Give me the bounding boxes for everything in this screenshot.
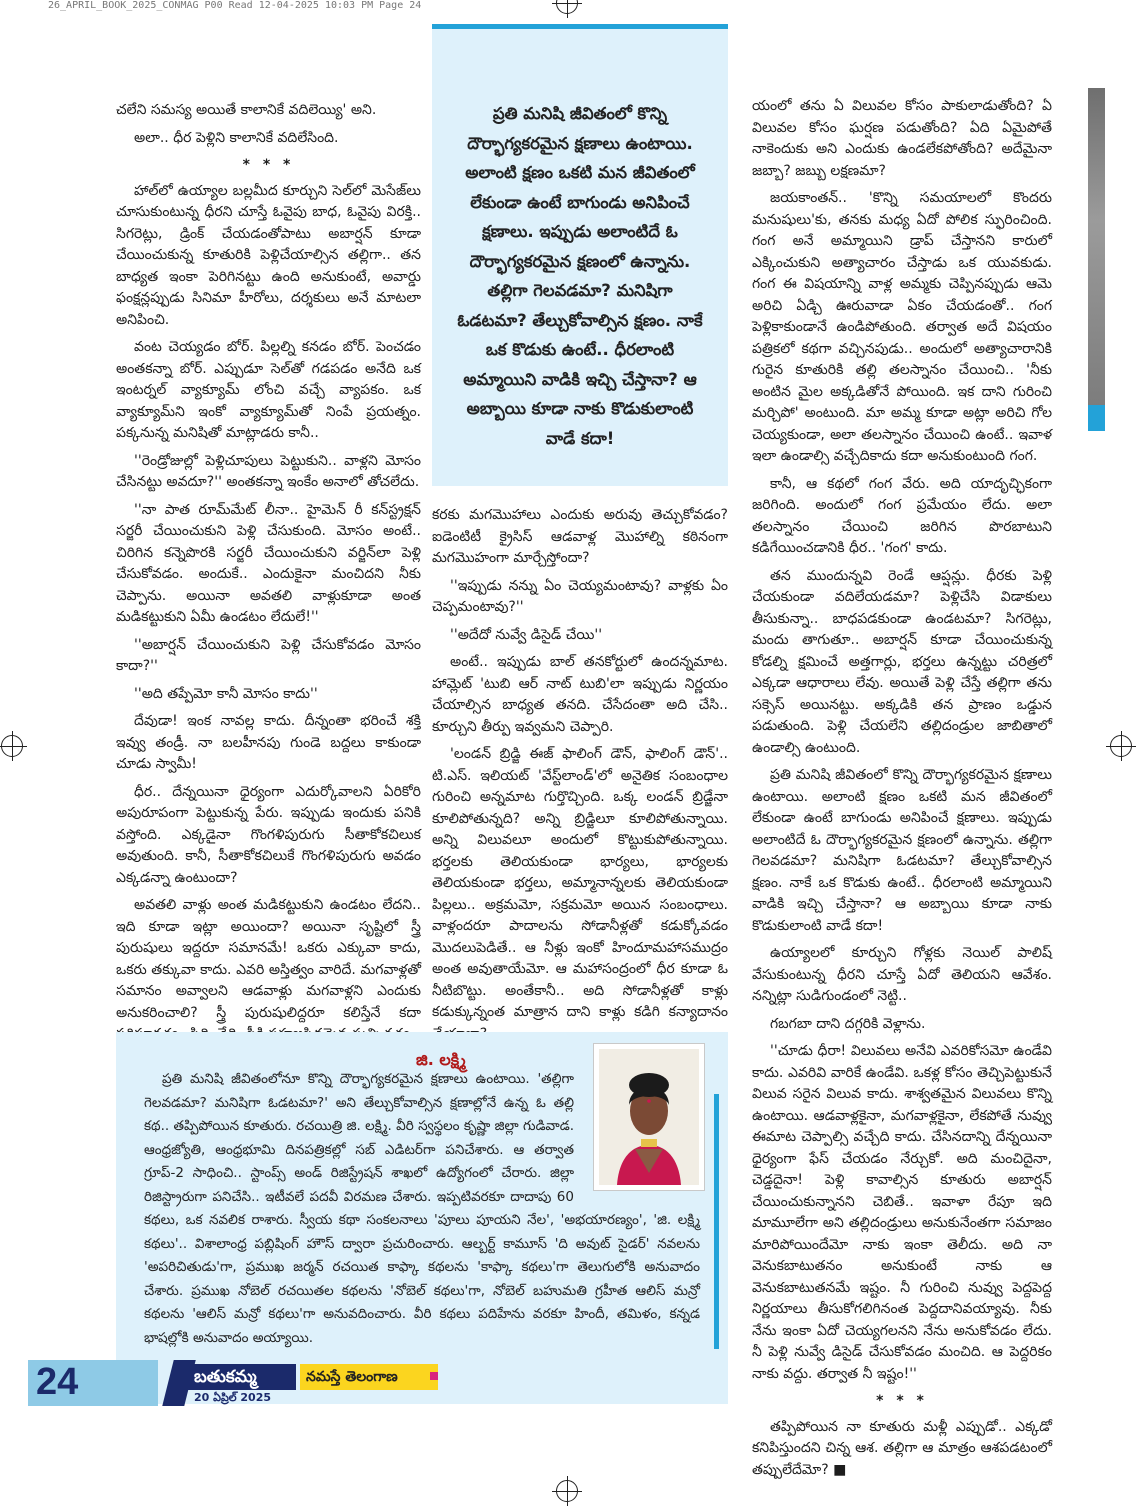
author-bio-box bbox=[116, 1032, 728, 1404]
registration-mark-icon bbox=[1, 735, 23, 757]
paragraph: ఉయ్యాలలో కూర్చుని గోళ్లకు నెయిల్ పాలిష్ వేసుకుంటున్న ధీరని చూస్తే ఏదో తెలియని ఆవేశం. నన్నిట్లా సుడిగుండంలో నెట్టి.. bbox=[752, 945, 1052, 1004]
pull-quote: ప్రతి మనిషి జీవితంలో కొన్ని దౌర్భాగ్యకరమైన క్షణాలు ఉంటాయి. అలాంటి క్షణం ఒకటి మన జీవితంలో లేకుండా ఉంటే బాగుండు అనిపించే క్షణాలు. ఇప్పుడు అలాంటిదే ఓ దౌర్భాగ్యకరమైన క్షణంలో ఉన్నాను. తల్లిగా గెలవడమా? మనిషిగా ఓడటమా? తేల్చుకోవాల్సిన క్షణం. నాకే ఒక కొడుకు ఉంటే.. ధీరలాంటి అమ్మాయిని వాడికి ఇచ్చి చేస్తానా? ఆ అబ్బాయి కూడా నాకు కొడుకులాంటి వాడే కదా! bbox=[457, 104, 703, 448]
article-column-left bbox=[116, 100, 421, 1030]
paragraph: వంట చెయ్యడం బోర్. పిల్లల్ని కనడం బోర్. పెంచడం అంతకన్నా బోర్. ఎప్పుడూ సెల్‌తో గడపడం అనేది ఒక ఇంటర్నల్ వ్యాక్యూమ్ లోంచి వచ్చే వ్యాపకం. ఒక వ్యాక్యూమ్‌ని ఇంకో వ్యాక్యూమ్‌తో నింపే ప్రయత్నం. పక్కనున్న మనిషితో మాట్లాడరు కానీ.. bbox=[116, 339, 421, 441]
photo-wrap-space bbox=[574, 1068, 700, 1192]
paragraph: ''చూడు ధీరా! విలువలు అనేవి ఎవరికోసమో ఉండేవి కాదు. ఎవరివి వారికే ఉండేవి. ఒకళ్ల కోసం తెచ్చిపెట్టుకునే విలువ సరైన విలువ కాదు. శాశ్వతమైన విలువలు కొన్ని ఉంటాయి. ఆడవాళ్లకైనా, మగవాళ్లకైనా, లేకపోతే నువ్వు ఈమాట చెప్పాల్సి వచ్చేది కాదు. చేసినదాన్ని దేన్నయినా ధైర్యంగా ఫేస్ చేయడం నేర్చుకో. అది మంచిదైనా, చెడ్డదైనా! పెళ్లి కావాల్సిన కూతురు అబార్షన్ చేయించుకున్నానని చెబితే.. ఇవాళా రేపూ ఇది మామూలేగా అని తల్లిదండ్రులు అనుకునేంతగా సమాజం మారిపోయిందేమో నాకు ఇంకా తెలీదు. అది నా వెనుకబాటుతనం అనుకుంటే నాకు ఆ వెనుకబాటుతనమే ఇష్టం. నీ గురించి నువ్వు పెద్దపెద్ద నిర్ణయాలు తీసుకోగలిగినంత పెద్దదానివయ్యావు. నీకు నేను ఇంకా ఏదో చెయ్యగలనని నేను అనుకోవడం లేదు. నీ పెళ్లి నువ్వే డిసైడ్ చేసుకోవడం మంచిది. ఆ పెద్దరికం నాకు వద్దు. తర్వాత నీ ఇష్టం!'' bbox=[752, 1043, 1052, 1382]
bio-accent-bar bbox=[714, 1094, 719, 1349]
paragraph: ''అబార్షన్ చేయించుకుని పెళ్లి చేసుకోవడం మోసం కాదా?'' bbox=[116, 636, 421, 674]
paragraph: హాల్‌లో ఉయ్యాల బల్లమీద కూర్చుని సెల్‌లో మెసేజ్‌లు చూసుకుంటున్న ధీరని చూస్తే ఓవైపు బాధ, ఓవైపు విరక్తి.. సిగరెట్లు, డ్రింక్ చేయడంతోపాటు అబార్షన్ కూడా చేయించుకున్న కూతురికి పెళ్లిచేయాల్సిన తల్లిగా.. తన బాధ్యత ఇంకా పెరిగినట్టు ఉంది అనుకుంటే, అవార్డు ఫంక్షన్లప్పుడు సినిమా హీరోలు, దర్శకులు అనే మాటలా అనిపించి. bbox=[116, 182, 421, 328]
paragraph: జయకాంతన్.. 'కొన్ని సమయాలలో కొందరు మనుషులు'కు, తనకు మధ్య ఏదో పోలిక స్ఫురించింది. గంగ అనే అమ్మాయిని డ్రాప్ చేస్తానని కారులో ఎక్కించుకుని అత్యాచారం చేస్తాడు ఒక యువకుడు. గంగ ఈ విషయాన్ని వాళ్ల అమ్మకు చెప్పినప్పుడు ఆమె అరిచి ఏడ్చి ఊరువాడా ఏకం చేయడంతో.. గంగ పెళ్లికాకుండానే ఉండిపోతుంది. తర్వాత అదే విషయం పత్రికలో కథగా వచ్చినపుడు.. అందులో అత్యాచారానికి గురైన కూతురికి తల్లి తలస్నానం చేయించి.. 'నీకు అంటిన మైల అక్కడితోనే పోయింది. ఇక దాని గురించి మర్చిపో' అంటుంది. మా అమ్మ కూడా అట్లా అరిచి గోల చెయ్యకుండా, అలా తలస్నానం చేయించి ఉంటే.. ఇవాళ ఇలా ఉండాల్సి వచ్చేదికాదు కదా అనుకుంటుంది గంగ. bbox=[752, 190, 1052, 464]
paragraph: ''ఇప్పుడు నన్ను ఏం చెయ్యమంటావు? వాళ్లకు ఏం చెప్పమంటావు?'' bbox=[432, 577, 728, 615]
edge-image-strip bbox=[1088, 88, 1105, 420]
article-column-right bbox=[752, 96, 1052, 1478]
paragraph: ప్రతి మనిషి జీవితంలో కొన్ని దౌర్భాగ్యకరమైన క్షణాలు ఉంటాయి. అలాంటి క్షణం ఒకటి మన జీవితంలో లేకుండా ఉంటే బాగుండు అనిపించే క్షణాలు. ఇప్పుడు అలాంటిదే ఓ దౌర్భాగ్యకరమైన క్షణంలో ఉన్నాను. తల్లిగా గెలవడమా? మనిషిగా ఓడటమా? తేల్చుకోవాల్సిన క్షణం. నాకే ఒక కొడుకు ఉంటే.. ధీరలాంటి అమ్మాయిని వాడికి ఇచ్చి చేస్తానా? ఆ అబ్బాయి కూడా నాకు కొడుకులాంటి వాడే కదా! bbox=[752, 767, 1052, 934]
author-bio-text-block bbox=[144, 1068, 700, 1350]
page-number: 24 bbox=[36, 1361, 79, 1403]
paragraph: యంలో తను ఏ విలువల కోసం పాకులాడుతోంది? ఏ విలువల కోసం ఘర్షణ పడుతోంది? ఏది ఏమైపోతే నాకెందుకు అని ఎందుకు ఉండలేకపోతోంది? అదేమైనా జబ్బా? జబ్బు లక్షణమా? bbox=[752, 98, 1052, 179]
magazine-name: బతుకమ్మ bbox=[186, 1364, 296, 1390]
registration-mark-icon bbox=[556, 1480, 578, 1502]
pull-quote-box bbox=[432, 24, 728, 486]
square-bullet-icon bbox=[430, 1372, 438, 1380]
paragraph: ''అది తప్పేమో కానీ మోసం కాదు'' bbox=[134, 685, 318, 702]
paragraph: కరకు మగమొహాలు ఎందుకు అరువు తెచ్చుకోవడం? ఐడెంటిటీ క్రైసిస్ ఆడవాళ్ల మొహాల్ని కఠినంగా మగమొహంగా మార్చేస్తోందా? bbox=[432, 507, 728, 566]
paragraph: అవతలి వాళ్లు అంత మడికట్టుకుని ఉండటం లేదని.. ఇది కూడా ఇట్లా అయిందా? అయినా సృష్టిలో స్త్రీ పురుషులు ఇద్దరూ సమానమే! ఒకరు ఎక్కువా కాదు, ఒకరు తక్కువా కాదు. ఎవరి అస్తిత్వం వారిదే. మగవాళ్లతో సమానం అవ్వాలని ఆడవాళ్లు మగవాళ్లని ఎందుకు అనుకరించాలి? స్త్రీ పురుషులిద్దరూ కలిస్తేనే కదా bbox=[116, 897, 421, 1021]
section-separator: * * * bbox=[242, 157, 295, 173]
paragraph: తన ముందున్నవి రెండే ఆప్షన్లు. ధీరకు పెళ్లి చేయకుండా వదిలేయడమా? పెళ్లిచేసి విడాకులు తీసుకున్నా.. బాధపడకుండా ఉండటమా? సిగరెట్లు, మందు తాగుతూ.. అబార్షన్ కూడా చేయించుకున్న కోడల్ని క్షమించే అత్తగార్లు, భర్తలు ఉన్నట్టు చరిత్రలో ఎక్కడా ఆధారాలు లేవు. అయితే పెళ్లి చేస్తే తల్లిగా తను సక్సెస్ అయినట్టు. అక్కడికి తన ప్రాణం ఒడ్డున పడుతుంది. పెళ్లి చేయలేని తల్లిదండ్రుల జాబితాలో ఉండాల్సి ఉంటుంది. bbox=[752, 567, 1052, 756]
page-footer bbox=[28, 1360, 418, 1406]
section-separator: * * * bbox=[876, 1393, 928, 1409]
paragraph: గబగబా దాని దగ్గరికి వెళ్లాను. bbox=[770, 1015, 926, 1032]
paragraph: అంటే.. ఇప్పుడు బాల్ తనకోర్టులో ఉందన్నమాట. హామ్లెట్ 'టుబి ఆర్ నాట్ టుబి'లా ఇప్పుడు నిర్ణయం చేయాల్సిన బాధ్యత తనది. చేసేదంతా అది చేసి.. కూర్చుని తీర్పు ఇవ్వమని చెప్పారి. bbox=[432, 654, 728, 735]
author-name: జి. లక్ష్మి bbox=[416, 1050, 466, 1069]
paragraph: ధీర.. దేన్నయినా ధైర్యంగా ఎదుర్కోవాలని ఏరికోరి అపురూపంగా పెట్టుకున్న పేరు. ఇప్పుడు ఇందుకు పనికి వస్తోంది. ఎక్కడైనా గొంగళిపురుగు సీతాకోకచిలుక అవుతుంది. కానీ, సీతాకోకచిలుకే గొంగళిపురుగు అవడం ఎక్కడన్నా ఉంటుందా? bbox=[116, 783, 421, 886]
issue-date: 20 ఏప్రిల్ 2025 bbox=[194, 1391, 272, 1404]
paragraph: చలేని సమస్య అయితే కాలానికే వదిలెయ్యి' అని. bbox=[116, 102, 377, 118]
paragraph: ''అదేదో నువ్వే డిసైడ్ చేయి'' bbox=[450, 626, 603, 643]
registration-mark-icon bbox=[1110, 735, 1132, 757]
paragraph: ''రెండ్రోజుల్లో పెళ్లిచూపులు పెట్టుకుని.. వాళ్లని మోసం చేసినట్టు అవదూ?'' అంతకన్నా ఇంకేం అనాలో తోచలేదు. bbox=[116, 452, 421, 490]
newspaper-name: నమస్తే తెలంగాణ bbox=[300, 1364, 438, 1390]
author-bio: ప్రతి మనిషి జీవితంలోనూ కొన్ని దౌర్భాగ్యకరమైన క్షణాలు ఉంటాయి. 'తల్లిగా గెలవడమా? మనిషిగా ఓడటమా?' అని తేల్చుకోవాల్సిన క్షణాల్లోనే ఉన్న ఓ తల్లి కథ.. తప్పిపోయిన కూతురు. రచయిత్రి జి. లక్ష్మి. వీరి స్వస్థలం కృష్ణా జిల్లా గుడివాడ. ఆంధ్రజ్యోతి, ఆంధ్రభూమి దినపత్రికల్లో సబ్ ఎడిటర్‌గా పనిచేశారు. ఆ తర్వాత గ్రూప్-2 సాధించి.. స్టాంప్స్ అండ్ రిజిస్ట్రేషన్ శాఖలో ఉద్యోగంలో చేరారు. జిల్లా రిజిస్ట్రారుగా పనిచేసి.. ఇటీవలే పదవీ విరమణ చేశారు. ఇప్పటివరకూ దాదాపు 60 కథలు, ఒక నవలిక రాశారు. స్వీయ కథా సంకలనాలు 'పూలు పూయని నేల', 'అభయారణ్యం', 'జి. లక్ష్మి కథలు'.. విశాలాంధ్ర పబ్లిషింగ్ హౌస్ ద్వారా ప్రచురించారు. ఆల్బర్ట్ కామూస్ 'ది అవుట్ సైడర్' నవలను 'అపరిచితుడు'గా, ప్రముఖ జర్మన్ రచయిత కాఫ్కా కథలను 'కాఫ్కా కథలు'గా తెలుగులోకి అనువాదం చేశారు. ప్రముఖ నోబెల్ రచయితల కథలను 'నోబెల్ కథలు'గా, నోబెల్ బహుమతి గ్రహీత ఆలిస్ మన్రో కథలను 'ఆలిస్ మన్రో కథలు'గా అనువదించారు. వీరి కథలు పదిహేను వరకూ హిందీ, తమిళం, కన్నడ భాషల్లోకి అనువాదం అయ్యాయి. bbox=[144, 1071, 701, 1346]
paragraph: 'లండన్ బ్రిడ్జి ఈజ్ ఫాలింగ్ డౌన్, ఫాలింగ్ డౌన్'.. టి.ఎస్. ఇలియట్ 'వేస్ట్‌లాండ్'లో అనైతిక సంబంధాల గురించి అన్నమాట గుర్తొచ్చింది. ఒక్క లండన్ బ్రిడ్జేనా కూలిపోతున్నది? అన్ని బ్రిడ్జిలూ కూలిపోతున్నాయి. అన్ని విలువలూ అందులో కొట్టుకుపోతున్నాయి. భర్తలకు తెలియకుండా భార్యలు, భార్యలకు తెలియకుండా భర్తలు, అమ్మానాన్నలకు తెలియకుండా పిల్లలు.. అక్రమమో, సక్రమమో అయిన సంబంధాలు. వాళ్లందరూ పాదాలను సోడానీళ్లతో కడుక్కోవడం మొదలుపెడితే.. ఆ నీళ్లు ఇంకో హిందూమహాసముద్రం అంత అవుతాయేమో. ఆ మహాసంద్రంలో ధీర కూడా ఓ నీటిబొట్టు. అంతేకానీ.. అది సోడానీళ్లతో కాళ్లు కడుక్కున్నంత మాత్రాన దాని కాళ్లు కడిగి కన్యాదానం bbox=[432, 746, 728, 1020]
paragraph: తప్పిపోయిన నా కూతురు మళ్లీ ఎప్పుడో.. ఎక్కడో కనిపిస్తుందని చిన్న ఆశ. తల్లిగా ఆ మాత్రం ఆశపడటంలో తప్పులేదేమో? ■ bbox=[752, 1418, 1052, 1478]
print-slug: 26_APRIL_BOOK_2025_CONMAG P00 Read 12-04-2025 10:03 PM Page 24 bbox=[48, 0, 422, 11]
paragraph: దేవుడా! ఇంక నావల్ల కాదు. దీన్నంతా భరించే శక్తి ఇవ్వు తండ్రీ. నా బలహీనపు గుండె బద్దలు కాకుండా చూడు స్వామీ! bbox=[116, 713, 421, 772]
paragraph: అలా.. ధీర పెళ్లిని కాలానికే వదిలేసింది. bbox=[134, 129, 339, 146]
paragraph: కానీ, ఆ కథలో గంగ వేరు. అది యాదృచ్ఛికంగా జరిగింది. అందులో గంగ ప్రమేయం లేదు. అలా తలస్నానం చేయించి జరిగిన పొరబాటుని కడిగేయించడానికి ధీర.. 'గంగ' కాదు. bbox=[752, 475, 1052, 556]
article-column-middle bbox=[432, 505, 728, 1030]
paragraph: ''నా పాత రూమ్‌మేట్ లీనా.. హైమెన్ రీ కన్‌స్ట్రక్షన్ సర్జరీ చేయించుకుని పెళ్లి చేసుకుంది. మోసం అంటే.. చిరిగిన కన్నెపొరకి సర్జరీ చేయించుకుని వర్జిన్‌లా పెళ్లి చేసుకోవడం. అందుకే.. ఎందుకైనా మంచిదని నీకు చెప్పాను. అయినా అవతలి వాళ్లుకూడా అంత మడికట్టుకుని ఏమీ ఉండటం లేదులే!'' bbox=[116, 501, 421, 625]
edge-accent-strip bbox=[1088, 405, 1105, 431]
